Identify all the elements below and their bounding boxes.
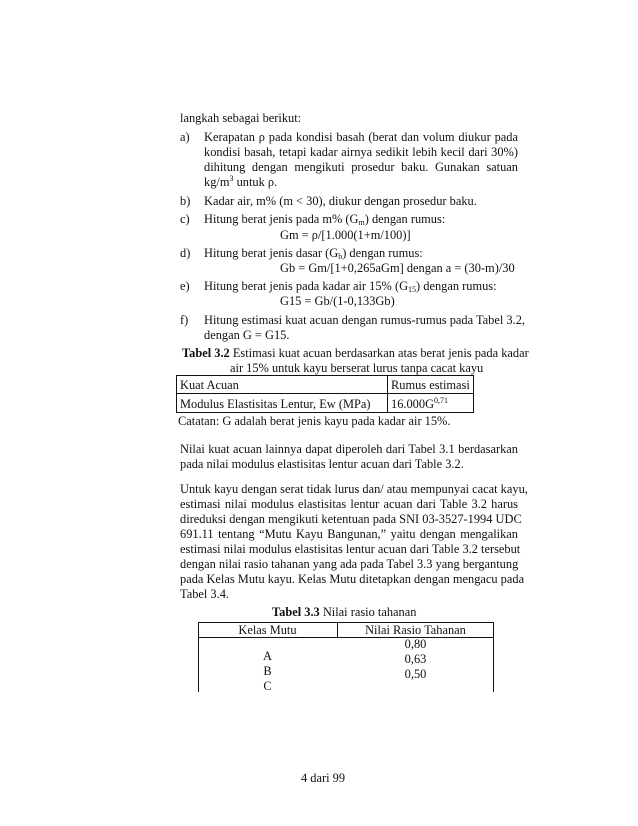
para1-line1: Nilai kuat acuan lainnya dapat diperoleh dari Tabel 3.1 berdasarkan <box>180 442 518 456</box>
para2-line3: direduksi dengan mengikuti ketentuan pada SNI 03-3527-1994 UDC <box>180 512 522 526</box>
para2-line2: estimasi nilai modulus elastisitas lentur acuan dari Table 3.2 harus <box>180 497 518 511</box>
table32-caption-line1: Tabel 3.2 Estimasi kuat acuan berdasarkan atas berat jenis pada kadar <box>182 346 529 360</box>
item-d-formula: Gb = Gm/[1+0,265aGm] dengan a = (30-m)/30 <box>280 261 515 275</box>
para2-line7: pada Kelas Mutu kayu. Kelas Mutu ditetapkan dengan mengacu pada <box>180 572 525 586</box>
intro-text: langkah sebagai berikut: <box>180 111 302 125</box>
item-f-line1: Hitung estimasi kuat acuan dengan rumus-rumus pada Tabel 3.2, <box>204 313 525 327</box>
table33-ratio-b: 0,63 <box>404 652 427 666</box>
table32-caption-line2: air 15% untuk kayu berserat lurus tanpa cacat kayu <box>230 361 484 375</box>
item-f-label: f) <box>180 313 189 327</box>
item-e-formula: G15 = Gb/(1-0,133Gb) <box>280 294 395 308</box>
item-b-text: Kadar air, m% (m < 30), diukur dengan prosedur baku. <box>204 194 477 208</box>
table33-caption: Tabel 3.3 Nilai rasio tahanan <box>272 605 417 619</box>
item-d-label: d) <box>180 246 191 260</box>
para2-line8: Tabel 3.4. <box>180 587 230 601</box>
table32-note: Catatan: G adalah berat jenis kayu pada kadar air 15%. <box>178 414 451 428</box>
table33-header-col2: Nilai Rasio Tahanan <box>365 623 466 637</box>
table33-class-c: C <box>263 679 272 693</box>
item-f-line2: dengan G = G15. <box>204 328 290 342</box>
item-c-formula: Gm = ρ/[1.000(1+m/100)] <box>280 228 411 242</box>
item-c-text: Hitung berat jenis pada m% $(G_m)$ dengan rumus: <box>204 212 446 227</box>
para2-line6: dengan nilai rasio tahanan yang ada pada Tabel 3.3 yang bergantung <box>180 557 519 571</box>
para2-line5: estimasi nilai modulus elastisitas lentur acuan dari Table 3.2 tersebut <box>180 542 521 556</box>
table32-header-col1: Kuat Acuan <box>180 378 239 392</box>
item-d-text: Hitung berat jenis dasar $(G_b)$ dengan rumus: <box>204 246 423 261</box>
table33-ratio-a: 0,80 <box>404 637 427 651</box>
page-number: 4 dari 99 <box>301 771 346 785</box>
table32-row-col1: Modulus Elastisitas Lentur, Ew (MPa) <box>180 397 371 411</box>
item-a-line1: Kerapatan ρ pada kondisi basah (berat dan volum diukur pada <box>204 130 518 144</box>
item-a-label: a) <box>180 130 190 144</box>
table32-row-divider <box>176 393 474 394</box>
para2-line4: 691.11 tentang “Mutu Kayu Bangunan,” yaitu dengan mengalikan <box>180 527 518 541</box>
item-e-text: Hitung berat jenis pada kadar air 15% $(G_{15})$ dengan rumus: <box>204 279 497 294</box>
item-a-line2: kondisi basah, tetapi kadar airnya sedikit lebih kecil dari 30%) <box>204 145 518 159</box>
table33-ratio-c: 0,50 <box>404 667 427 681</box>
para1-line2: pada nilai modulus elastisitas lentur acuan dari Table 3.2. <box>180 457 464 471</box>
table33-header-col1: Kelas Mutu <box>238 623 297 637</box>
table32-col-divider <box>387 375 388 413</box>
table33-right-border <box>493 622 494 692</box>
table33-class-a: A <box>263 649 272 663</box>
item-e-label: e) <box>180 279 190 293</box>
table32-header-col2: Rumus estimasi <box>391 378 470 392</box>
item-a-line4: $kg/m^3$ untuk ρ. <box>204 174 278 189</box>
table33-class-b: B <box>263 664 272 678</box>
item-a-line3: dihitung dengan mengikuti prosedur baku. Gunakan satuan <box>204 160 518 174</box>
para2-line1: Untuk kayu dengan serat tidak lurus dan/ atau mempunyai cacat kayu, <box>180 482 528 496</box>
table32-row-col2: $16.000G^{0,71}$ <box>391 396 449 411</box>
item-c-label: c) <box>180 212 190 226</box>
item-b-label: b) <box>180 194 191 208</box>
